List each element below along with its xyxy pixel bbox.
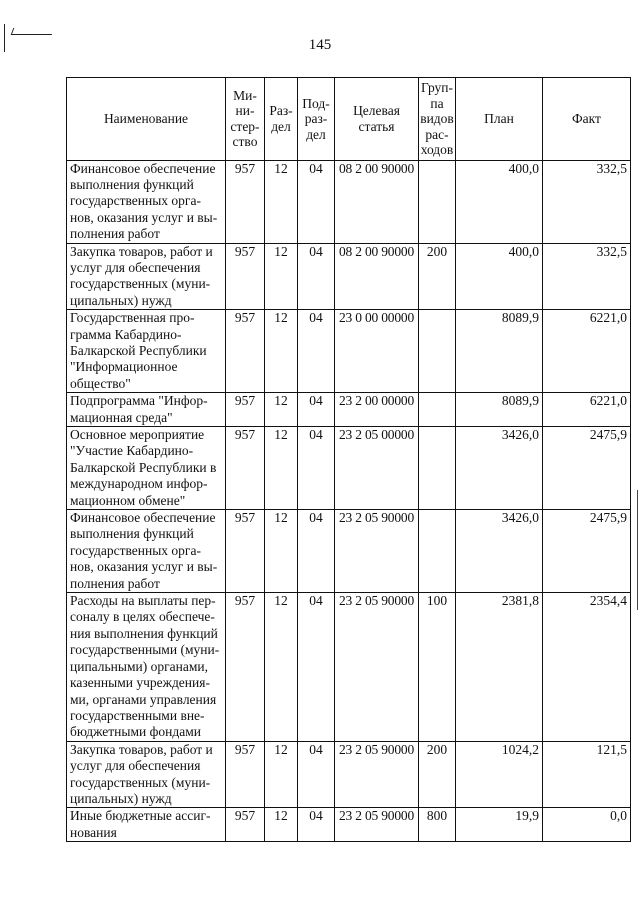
table-row bbox=[67, 741, 631, 808]
row-subsection-cell: 04 bbox=[298, 427, 335, 510]
row-expense-group-cell bbox=[419, 160, 456, 243]
row-ministry-cell: 957 bbox=[226, 310, 265, 393]
row-name-cell: Подпрограмма "Инфор-мационная среда" bbox=[67, 393, 226, 427]
row-subsection-cell: 04 bbox=[298, 593, 335, 742]
row-name-cell: Иные бюджетные ассиг-нования bbox=[67, 808, 226, 842]
table-header-row bbox=[67, 78, 631, 161]
table-row bbox=[67, 393, 631, 427]
row-plan-cell: 19,9 bbox=[456, 808, 543, 842]
row-section-cell: 12 bbox=[265, 741, 298, 808]
row-ministry-cell: 957 bbox=[226, 393, 265, 427]
row-plan-cell: 3426,0 bbox=[456, 427, 543, 510]
row-name-cell: Государственная про-грамма Кабардино-Балкарской Республики "Информационное общество" bbox=[67, 310, 226, 393]
row-section-cell: 12 bbox=[265, 393, 298, 427]
row-fact-cell: 6221,0 bbox=[543, 310, 631, 393]
table-row bbox=[67, 593, 631, 742]
table-row bbox=[67, 427, 631, 510]
row-ministry-cell: 957 bbox=[226, 510, 265, 593]
row-ministry-cell: 957 bbox=[226, 427, 265, 510]
page-number: 145 bbox=[308, 37, 332, 53]
row-subsection-cell: 04 bbox=[298, 808, 335, 842]
row-name-cell: Закупка товаров, работ и услуг для обеспечения государственных (муни-ципальных) нужд bbox=[67, 243, 226, 310]
header-name: Наименование bbox=[67, 78, 226, 161]
row-plan-cell: 1024,2 bbox=[456, 741, 543, 808]
row-target-article-cell: 08 2 00 90000 bbox=[335, 160, 419, 243]
row-name-cell: Основное мероприятие "Участие Кабардино-Балкарской Республики в международном инфор-мационном обмене" bbox=[67, 427, 226, 510]
row-fact-cell: 121,5 bbox=[543, 741, 631, 808]
row-fact-cell: 0,0 bbox=[543, 808, 631, 842]
row-section-cell: 12 bbox=[265, 160, 298, 243]
row-ministry-cell: 957 bbox=[226, 160, 265, 243]
row-ministry-cell: 957 bbox=[226, 593, 265, 742]
table-row bbox=[67, 310, 631, 393]
row-plan-cell: 8089,9 bbox=[456, 393, 543, 427]
table-body bbox=[67, 160, 631, 842]
row-section-cell: 12 bbox=[265, 427, 298, 510]
row-fact-cell: 2354,4 bbox=[543, 593, 631, 742]
table-row bbox=[67, 160, 631, 243]
row-section-cell: 12 bbox=[265, 310, 298, 393]
row-ministry-cell: 957 bbox=[226, 243, 265, 310]
header-ministry: Ми- ни- стер- ство bbox=[226, 78, 265, 161]
row-expense-group-cell: 800 bbox=[419, 808, 456, 842]
row-expense-group-cell bbox=[419, 427, 456, 510]
row-target-article-cell: 23 2 05 00000 bbox=[335, 427, 419, 510]
row-ministry-cell: 957 bbox=[226, 741, 265, 808]
row-plan-cell: 8089,9 bbox=[456, 310, 543, 393]
row-target-article-cell: 23 2 05 90000 bbox=[335, 593, 419, 742]
row-target-article-cell: 23 2 05 90000 bbox=[335, 510, 419, 593]
row-section-cell: 12 bbox=[265, 808, 298, 842]
row-fact-cell: 332,5 bbox=[543, 243, 631, 310]
row-subsection-cell: 04 bbox=[298, 510, 335, 593]
row-subsection-cell: 04 bbox=[298, 243, 335, 310]
row-subsection-cell: 04 bbox=[298, 160, 335, 243]
header-plan: План bbox=[456, 78, 543, 161]
row-expense-group-cell: 100 bbox=[419, 593, 456, 742]
row-name-cell: Расходы на выплаты пер-соналу в целях обеспече-ния выполнения функций государственными (муни-ципальными) органами, казенными учреждения-ми, органами управления государственными вне-бюджетными фондами bbox=[67, 593, 226, 742]
row-fact-cell: 2475,9 bbox=[543, 427, 631, 510]
header-expense-group: Груп- па видов рас- ходов bbox=[419, 78, 456, 161]
row-plan-cell: 400,0 bbox=[456, 160, 543, 243]
row-ministry-cell: 957 bbox=[226, 808, 265, 842]
header-fact: Факт bbox=[543, 78, 631, 161]
row-expense-group-cell: 200 bbox=[419, 243, 456, 310]
row-fact-cell: 332,5 bbox=[543, 160, 631, 243]
row-name-cell: Финансовое обеспечение выполнения функций государственных орга-нов, оказания услуг и вы-полнения работ bbox=[67, 160, 226, 243]
header-subsection: Под- раз- дел bbox=[298, 78, 335, 161]
table-row bbox=[67, 510, 631, 593]
row-subsection-cell: 04 bbox=[298, 393, 335, 427]
row-expense-group-cell bbox=[419, 393, 456, 427]
row-plan-cell: 400,0 bbox=[456, 243, 543, 310]
header-target-article: Целевая статья bbox=[335, 78, 419, 161]
row-subsection-cell: 04 bbox=[298, 310, 335, 393]
row-target-article-cell: 23 0 00 00000 bbox=[335, 310, 419, 393]
row-section-cell: 12 bbox=[265, 510, 298, 593]
row-section-cell: 12 bbox=[265, 593, 298, 742]
row-target-article-cell: 08 2 00 90000 bbox=[335, 243, 419, 310]
budget-table bbox=[66, 77, 631, 842]
row-fact-cell: 6221,0 bbox=[543, 393, 631, 427]
row-section-cell: 12 bbox=[265, 243, 298, 310]
table-row bbox=[67, 243, 631, 310]
row-target-article-cell: 23 2 05 90000 bbox=[335, 808, 419, 842]
row-target-article-cell: 23 2 00 00000 bbox=[335, 393, 419, 427]
row-name-cell: Финансовое обеспечение выполнения функций государственных орга-нов, оказания услуг и вы-полнения работ bbox=[67, 510, 226, 593]
table-row bbox=[67, 808, 631, 842]
row-target-article-cell: 23 2 05 90000 bbox=[335, 741, 419, 808]
row-plan-cell: 3426,0 bbox=[456, 510, 543, 593]
row-subsection-cell: 04 bbox=[298, 741, 335, 808]
scan-right-edge-mark bbox=[637, 490, 638, 610]
row-fact-cell: 2475,9 bbox=[543, 510, 631, 593]
row-plan-cell: 2381,8 bbox=[456, 593, 543, 742]
row-name-cell: Закупка товаров, работ и услуг для обеспечения государственных (муни-ципальных) нужд bbox=[67, 741, 226, 808]
row-expense-group-cell bbox=[419, 310, 456, 393]
row-expense-group-cell bbox=[419, 510, 456, 593]
header-section: Раз- дел bbox=[265, 78, 298, 161]
row-expense-group-cell: 200 bbox=[419, 741, 456, 808]
scan-corner-mark bbox=[11, 28, 55, 35]
